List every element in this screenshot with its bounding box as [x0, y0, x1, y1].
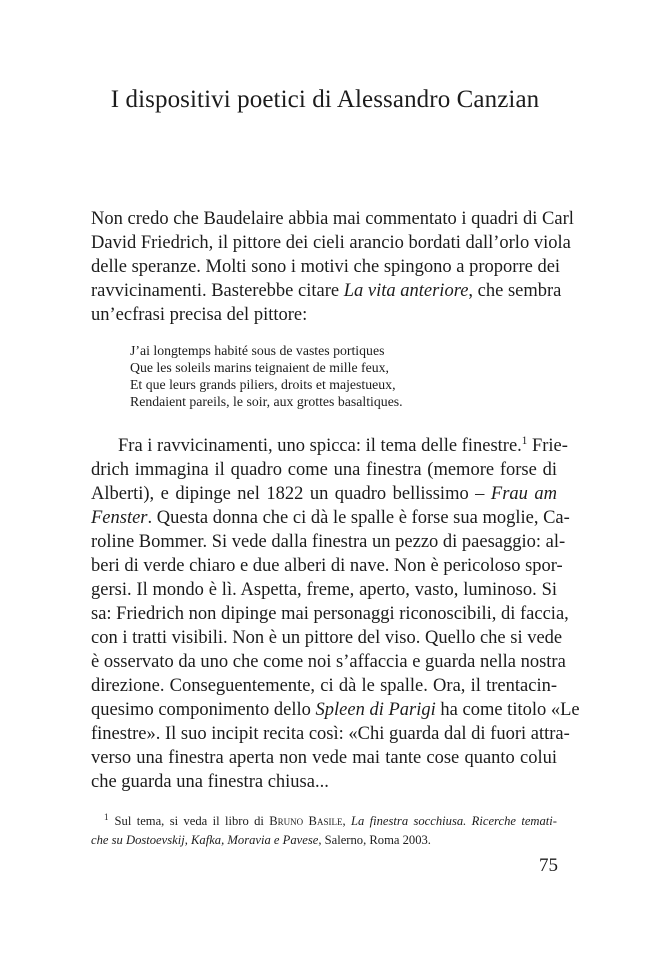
intro-line-1: Non credo che Baudelaire abbia mai commentato i quadri di Carl: [91, 209, 574, 229]
body-text: Frie-: [527, 436, 568, 456]
body-line-2: drich immagina il quadro come una finestra (memore forse di: [91, 460, 557, 480]
verse-line-3: Et que leurs grands piliers, droits et majestueux,: [130, 377, 396, 392]
body-line-3: [91, 482, 557, 506]
body-line-4: [91, 506, 570, 530]
footnote-text: , Salerno, Roma 2003.: [318, 833, 431, 847]
body-text: quesimo componimento dello: [91, 700, 316, 720]
footnote-line-1: [104, 812, 557, 831]
footnote-book-title: che su Dostoevskij, Kafka, Moravia e Pavese: [91, 833, 319, 847]
verse-line-1: J’ai longtemps habité sous de vastes portiques: [130, 343, 385, 358]
body-line-12: [91, 698, 580, 722]
verse-line-2: Que les soleils marins teignaient de mille feux,: [130, 360, 390, 375]
intro-line-2: David Friedrich, il pittore dei cieli arancio bordati dall’orlo viola: [91, 233, 571, 253]
footnote-book-title: La finestra socchiusa. Ricerche temati-: [350, 814, 557, 828]
painting-title: Fenster: [91, 508, 148, 528]
page-number: 75: [539, 855, 558, 876]
intro-line-5: un’ecfrasi precisa del pittore:: [91, 305, 308, 325]
body-line-14: verso una finestra aperta non vede mai tante cose quanto colui: [91, 748, 557, 768]
footnote-ref: 1: [521, 434, 528, 447]
intro-line-3: delle speranze. Molti sono i motivi che spingono a proporre dei: [91, 257, 561, 277]
footnote-author: Bruno Basile: [269, 814, 343, 828]
body-line-6: beri di verde chiaro e due alberi di nave. Non è pericoloso spor-: [91, 556, 563, 576]
body-line-10: è osservato da uno che come noi s’affaccia e guarda nella nostra: [91, 652, 566, 672]
body-line-9: con i tratti visibili. Non è un pittore del viso. Quello che si vede: [91, 628, 563, 648]
intro-text: , che sembra: [468, 281, 562, 301]
body-line-1: [118, 434, 568, 458]
body-line-15: che guarda una finestra chiusa...: [91, 772, 329, 792]
body-text: Fra i ravvicinamenti, uno spicca: il tema delle finestre.: [118, 436, 522, 456]
verse-line-4: Rendaient pareils, le soir, aux grottes basaltiques.: [130, 394, 403, 409]
painting-title: Frau am: [490, 484, 557, 504]
footnote-number: 1: [104, 811, 109, 822]
book-title: Spleen di Parigi: [315, 700, 436, 720]
body-text: ha come titolo «Le: [435, 700, 580, 720]
body-line-8: sa: Friedrich non dipinge mai personaggi riconoscibili, di faccia,: [91, 604, 569, 624]
footnote-text: ,: [342, 814, 351, 828]
poem-title: La vita anteriore: [343, 281, 469, 301]
body-text: . Questa donna che ci dà le spalle è forse sua moglie, Ca-: [147, 508, 570, 528]
body-text: Alberti), e dipinge nel 1822 un quadro bellissimo –: [91, 484, 491, 504]
intro-text: ravvicinamenti. Basterebbe citare: [91, 281, 344, 301]
intro-line-4: [91, 279, 562, 303]
body-line-11: direzione. Conseguentemente, ci dà le spalle. Ora, il trentacin-: [91, 676, 557, 696]
footnote-line-2: [91, 831, 557, 850]
chapter-title: I dispositivi poetici di Alessandro Canzian: [110, 86, 540, 113]
footnote-text: Sul tema, si veda il libro di: [114, 814, 270, 828]
body-line-5: roline Bommer. Si vede dalla finestra un pezzo di paesaggio: al-: [91, 532, 566, 552]
body-line-13: finestre». Il suo incipit recita così: «Chi guarda dal di fuori attra-: [91, 724, 570, 744]
body-line-7: gersi. Il mondo è lì. Aspetta, freme, aperto, vasto, luminoso. Si: [91, 580, 557, 600]
